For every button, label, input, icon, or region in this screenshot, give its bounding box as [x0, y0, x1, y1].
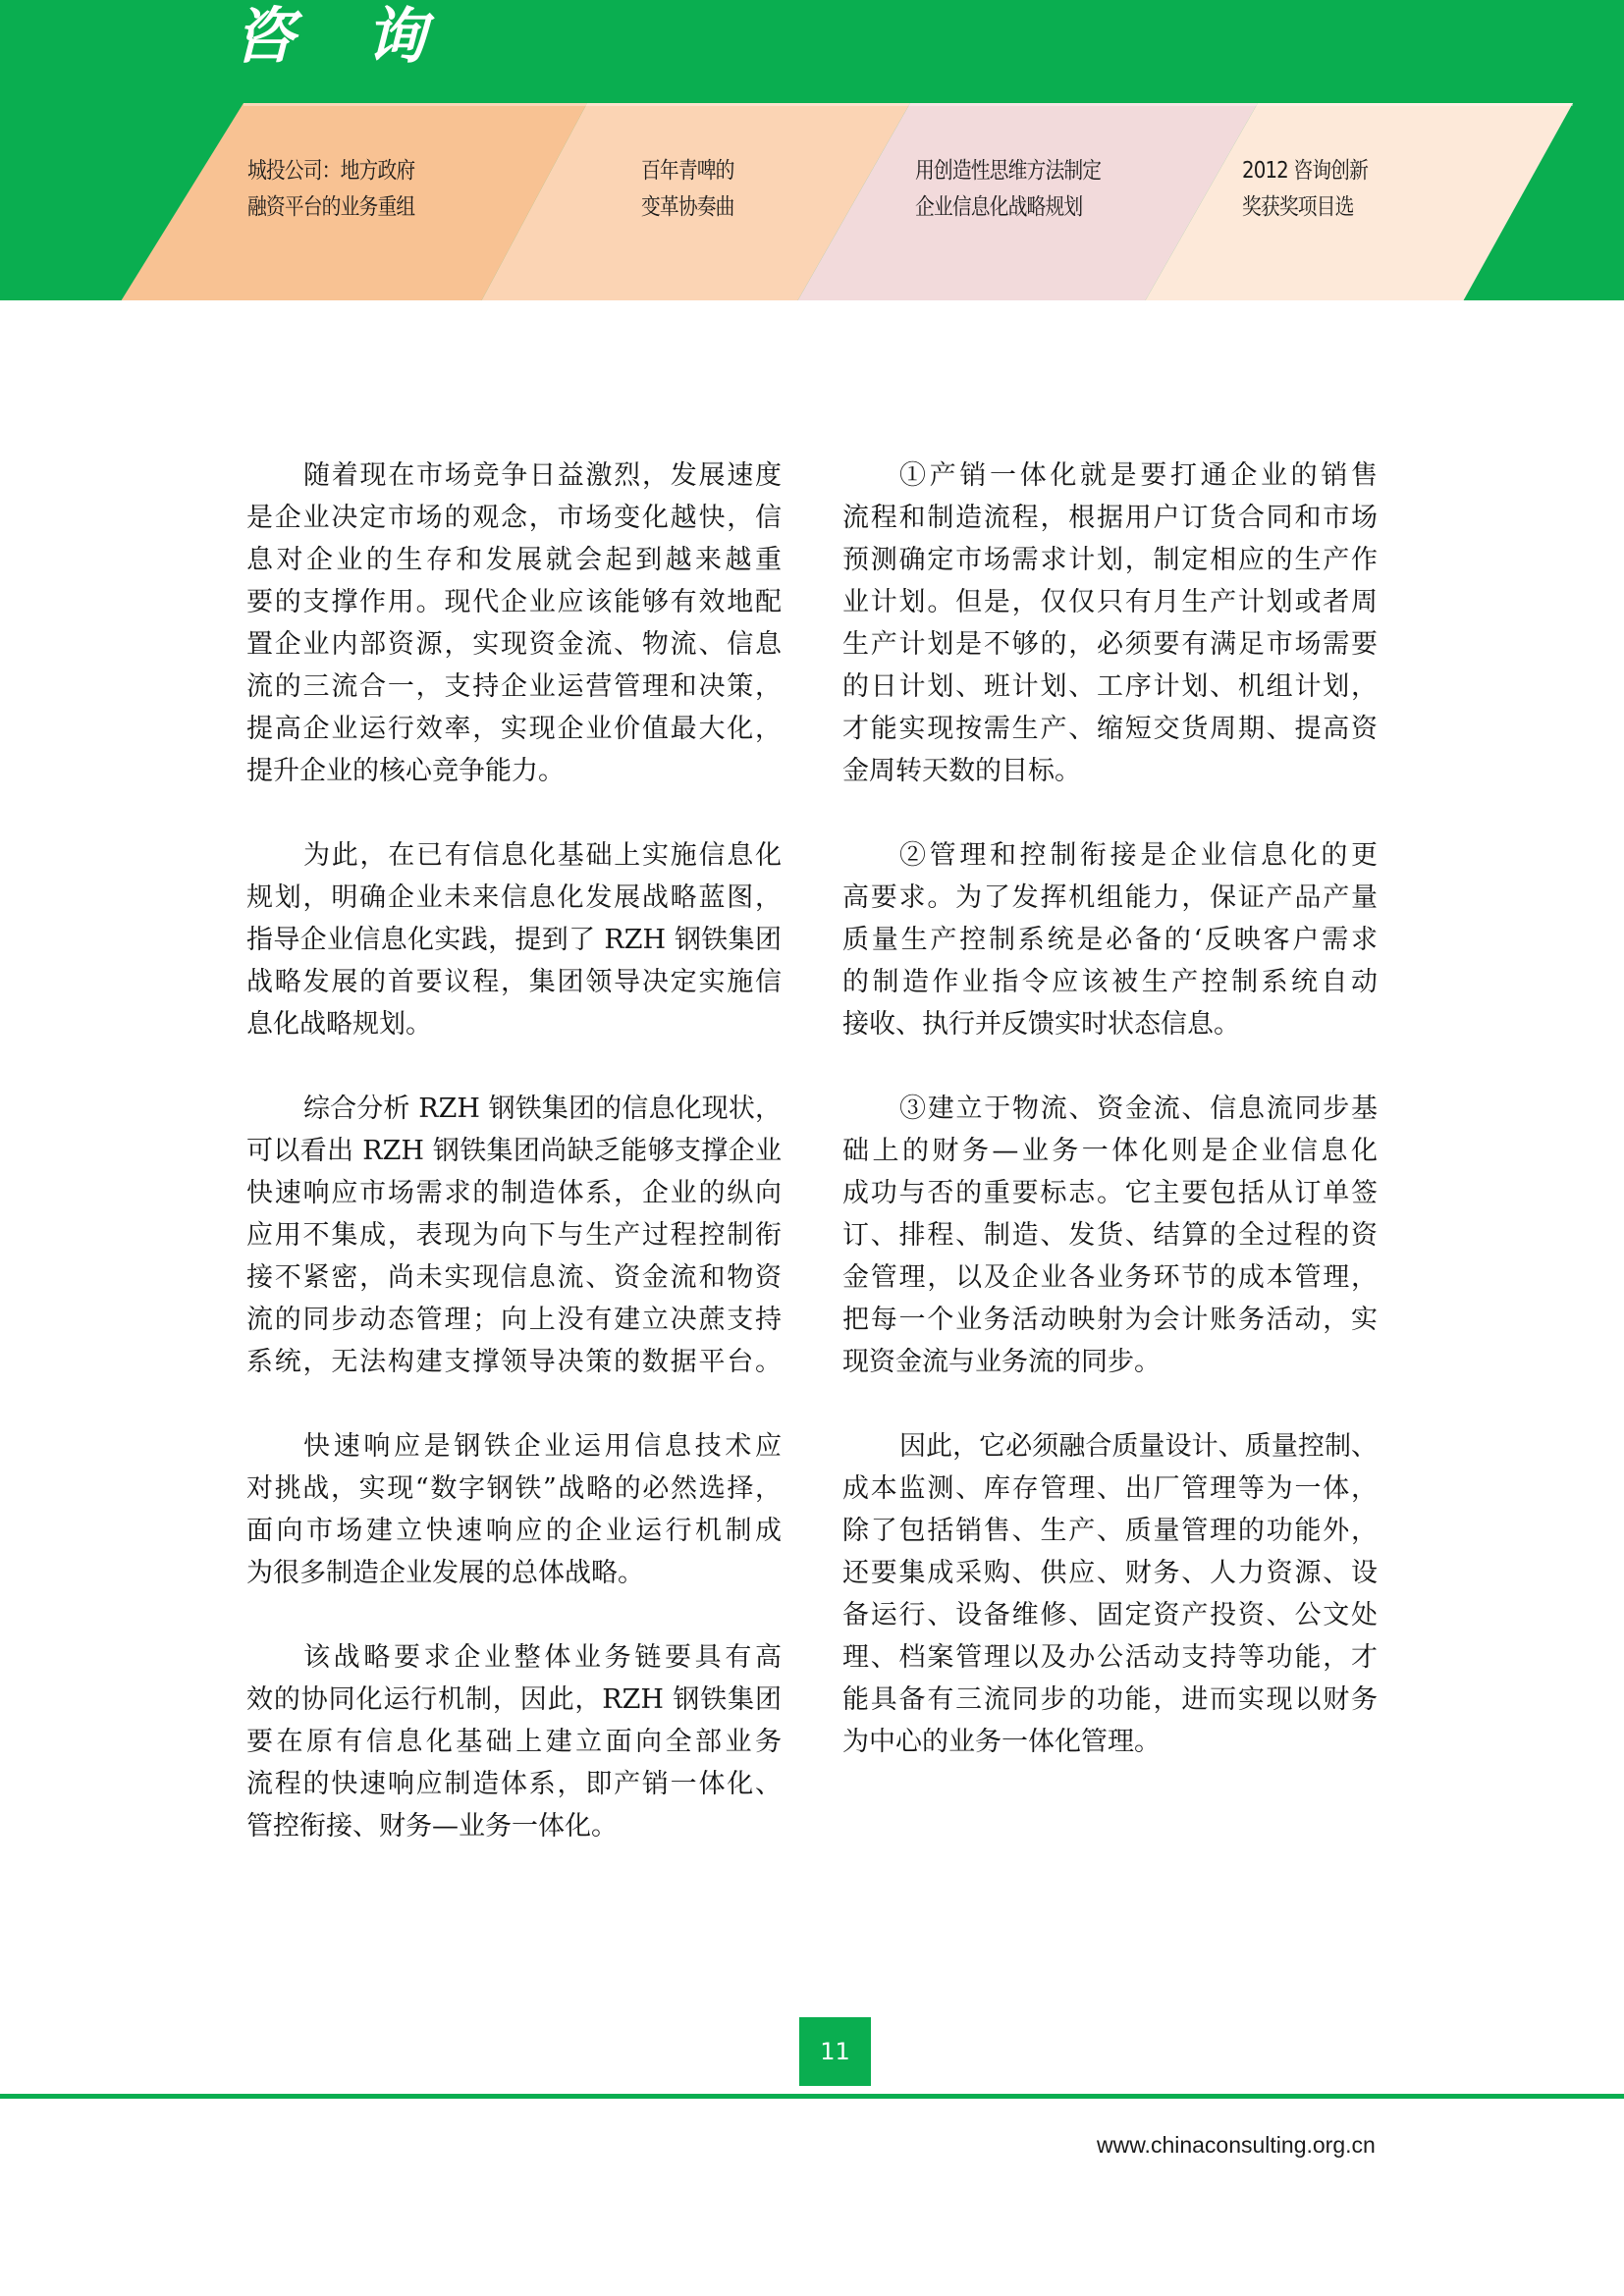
text-line: 综合分析 RZH 钢铁集团的信息化现状， [303, 1094, 782, 1124]
article-column-left [246, 454, 782, 1890]
text-line: 现资金流与业务流的同步。 [842, 1347, 1161, 1377]
tile-link-4[interactable] [1242, 153, 1368, 226]
section-title-char-2: 询 [365, 0, 427, 72]
paragraph [842, 1088, 1378, 1383]
text-line: 理、档案管理以及办公活动支持等功能，才 [842, 1642, 1378, 1673]
text-line: 的日计划、班计划、工序计划、机组计划， [842, 671, 1378, 702]
paragraph [246, 1636, 782, 1847]
text-line: 流程和制造流程，根据用户订货合同和市场 [842, 503, 1378, 533]
text-line: 指导企业信息化实践，提到了 RZH 钢铁集团 [246, 925, 782, 955]
text-line: 为此，在已有信息化基础上实施信息化 [303, 840, 782, 871]
text-line: 要的支撑作用。现代企业应该能够有效地配 [246, 587, 782, 617]
text-line: 成本监测、库存管理、出厂管理等为一体， [842, 1473, 1378, 1504]
paragraph [246, 1425, 782, 1594]
tile-link-2[interactable] [641, 153, 734, 226]
text-line: 可以看出 RZH 钢铁集团尚缺乏能够支撑企业 [246, 1136, 782, 1166]
tile-2-line-2: 变革协奏曲 [641, 194, 734, 220]
magazine-header [0, 0, 1624, 301]
footer-website-link[interactable]: www.chinaconsulting.org.cn [1097, 2132, 1376, 2158]
paragraph [842, 834, 1378, 1045]
article-column-right [842, 454, 1378, 1805]
tile-3-line-1: 用创造性思维方法制定 [915, 158, 1102, 184]
text-line: ③建立于物流、资金流、信息流同步基 [899, 1094, 1378, 1124]
tile-link-1[interactable] [247, 153, 414, 226]
text-line: 快速响应是钢铁企业运用信息技术应 [303, 1431, 782, 1462]
text-line: 该战略要求企业整体业务链要具有高 [303, 1642, 782, 1673]
text-line: 流的三流合一，支持企业运营管理和决策， [246, 671, 782, 702]
text-line: 把每一个业务活动映射为会计账务活动，实 [842, 1305, 1378, 1335]
text-line: 流的同步动态管理；向上没有建立决蔗支持 [246, 1305, 782, 1335]
tile-4-line-1: 2012 咨询创新 [1242, 158, 1369, 184]
paragraph [842, 1425, 1378, 1763]
text-line: 还要集成采购、供应、财务、人力资源、设 [842, 1558, 1378, 1588]
text-line: 生产计划是不够的，必须要有满足市场需要 [842, 629, 1378, 660]
tile-2-line-1: 百年青啤的 [641, 158, 734, 184]
tile-1-line-1: 城投公司：地方政府 [247, 158, 415, 184]
text-line: 快速响应市场需求的制造体系，企业的纵向 [246, 1178, 782, 1208]
text-line: 面向市场建立快速响应的企业运行机制成 [246, 1516, 782, 1546]
footer-divider [0, 2094, 1624, 2099]
text-line: 置企业内部资源，实现资金流、物流、信息 [246, 629, 782, 660]
text-line: 金周转天数的目标。 [842, 756, 1081, 786]
text-line: 要在原有信息化基础上建立面向全部业务 [246, 1727, 782, 1757]
text-line: 接收、执行并反馈实时状态信息。 [842, 1009, 1240, 1040]
text-line: 息对企业的生存和发展就会起到越来越重 [246, 545, 782, 575]
text-line: 应用不集成，表现为向下与生产过程控制衔 [246, 1220, 782, 1251]
text-line: 能具备有三流同步的功能，进而实现以财务 [842, 1684, 1378, 1715]
paragraph [246, 834, 782, 1045]
text-line: ①产销一体化就是要打通企业的销售 [899, 460, 1378, 491]
text-line: 才能实现按需生产、缩短交货周期、提高资 [842, 714, 1378, 744]
text-line: 为中心的业务一体化管理。 [842, 1727, 1161, 1757]
text-line: 业计划。但是，仅仅只有月生产计划或者周 [842, 587, 1378, 617]
text-line: 除了包括销售、生产、质量管理的功能外， [842, 1516, 1378, 1546]
text-line: 的制造作业指令应该被生产控制系统自动 [842, 967, 1378, 997]
tile-3-line-2: 企业信息化战略规划 [915, 194, 1083, 220]
text-line: 为很多制造企业发展的总体战略。 [246, 1558, 644, 1588]
text-line: 规划，明确企业未来信息化发展战略蓝图， [246, 882, 782, 913]
paragraph [246, 1088, 782, 1383]
text-line: 提升企业的核心竞争能力。 [246, 756, 565, 786]
tile-link-3[interactable] [915, 153, 1101, 226]
text-line: 战略发展的首要议程，集团领导决定实施信 [246, 967, 782, 997]
text-line: 提高企业运行效率，实现企业价值最大化， [246, 714, 782, 744]
text-line: ②管理和控制衔接是企业信息化的更 [899, 840, 1378, 871]
text-line: 订、排程、制造、发货、结算的全过程的资 [842, 1220, 1378, 1251]
text-line: 效的协同化运行机制，因此，RZH 钢铁集团 [246, 1684, 782, 1715]
text-line: 接不紧密，尚未实现信息流、资金流和物资 [246, 1262, 782, 1293]
text-line: 对挑战，实现“数字钢铁”战略的必然选择， [246, 1473, 782, 1504]
text-line: 高要求。为了发挥机组能力，保证产品产量 [842, 882, 1378, 913]
text-line: 随着现在市场竞争日益激烈，发展速度 [303, 460, 782, 491]
text-line: 备运行、设备维修、固定资产投资、公文处 [842, 1600, 1378, 1630]
text-line: 成功与否的重要标志。它主要包括从订单签 [842, 1178, 1378, 1208]
text-line: 是企业决定市场的观念，市场变化越快，信 [246, 503, 782, 533]
paragraph [842, 454, 1378, 792]
page-number-badge: 11 [799, 2017, 871, 2086]
text-line: 预测确定市场需求计划，制定相应的生产作 [842, 545, 1378, 575]
section-title-char-1: 咨 [234, 0, 296, 72]
tile-1-line-2: 融资平台的业务重组 [247, 194, 415, 220]
text-line: 息化战略规划。 [246, 1009, 432, 1040]
tile-4-line-2: 奖获奖项目选 [1242, 194, 1354, 220]
text-line: 质量生产控制系统是必备的‘反映客户需求 [842, 925, 1378, 955]
text-line: 金管理，以及企业各业务环节的成本管理， [842, 1262, 1378, 1293]
text-line: 管控衔接、财务—业务一体化。 [246, 1811, 618, 1842]
text-line: 础上的财务—业务一体化则是企业信息化 [842, 1136, 1378, 1166]
text-line: 因此，它必须融合质量设计、质量控制、 [899, 1431, 1378, 1462]
text-line: 系统，无法构建支撑领导决策的数据平台。 [246, 1347, 782, 1377]
text-line: 流程的快速响应制造体系，即产销一体化、 [246, 1769, 782, 1799]
paragraph [246, 454, 782, 792]
